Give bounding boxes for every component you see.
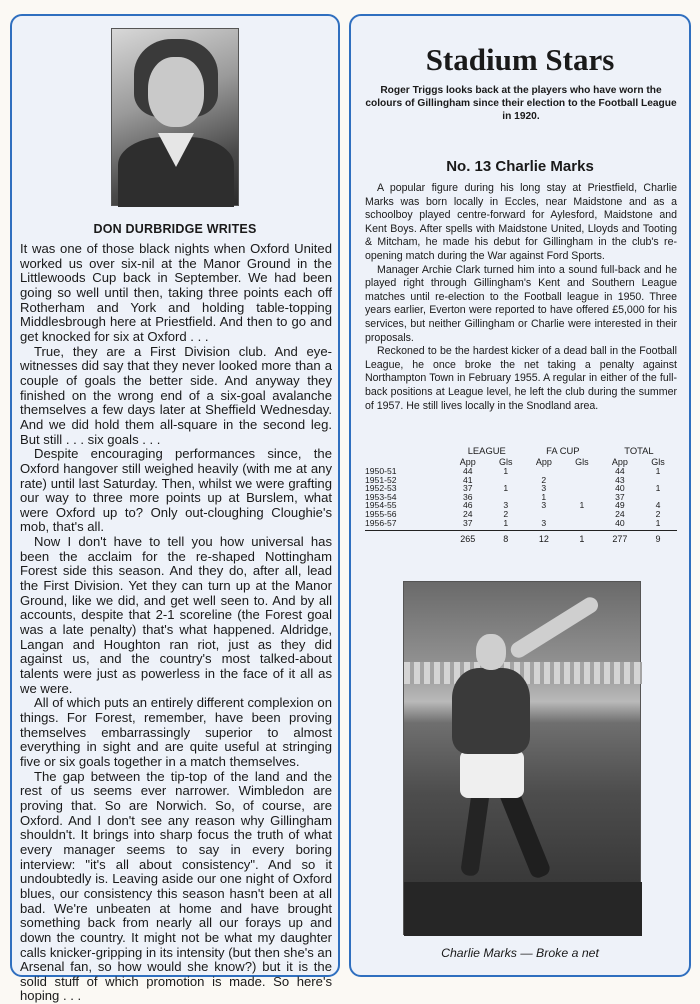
season-cell: 1952-53 (365, 483, 397, 494)
stats-subheader: App (535, 456, 552, 467)
stats-subheader: Gls (651, 456, 665, 467)
table-row (365, 519, 677, 528)
stats-subheader: App (611, 456, 628, 467)
stat-cell: 36 (462, 491, 473, 502)
profile-body (365, 182, 677, 413)
stats-subheader: App (459, 456, 476, 467)
player-photo (403, 581, 641, 935)
stat-cell: 2 (503, 508, 509, 519)
column-body (20, 242, 332, 1004)
stats-group-facup: FA CUP (546, 445, 580, 457)
column-paragraph: True, they are a First Division club. And eye-witnesses did say that they never looked more than a couple of goals the better side. And anyway they finished on the wrong end of a six-goal avalanche themselves a few days later at Sheffield Wednesday. And we did hold them all-square in the second leg. But still . . . six goals . . . (20, 343, 332, 447)
totals-row (365, 530, 677, 544)
season-cell: 1953-54 (365, 491, 397, 502)
season-cell (365, 530, 449, 544)
season-cell: 1954-55 (365, 500, 397, 511)
stat-cell (563, 476, 601, 485)
column-paragraph: All of which puts an entirely different complexion on things. For Forest, remember, have been proving themselves embarrassingly superior to almost everything in sight and are quite useful at stringing five or six goals together in a match themselves. (20, 695, 332, 769)
stat-cell: 24 (462, 508, 473, 519)
season-cell: 1955-56 (365, 508, 397, 519)
stat-cell: 43 (615, 474, 625, 485)
stat-cell: 44 (615, 466, 625, 476)
stat-cell: 3 (541, 500, 547, 511)
feature-masthead: Stadium Stars (425, 42, 615, 77)
stats-group-total: TOTAL (624, 445, 654, 457)
feature-standfirst: Roger Triggs looks back at the players who have worn the colours of Gillingham since their election to the Football League in 1920. (365, 85, 677, 122)
stat-cell: 40 (615, 517, 625, 528)
stat-cell: 4 (655, 500, 661, 511)
table-row (365, 510, 677, 519)
season-cell: 1950-51 (365, 466, 397, 476)
stat-cell (563, 484, 601, 493)
total-cell: 8 (487, 530, 525, 544)
stat-cell: 1 (541, 491, 547, 502)
stats-subheader: Gls (575, 456, 589, 467)
table-row (365, 484, 677, 493)
stats-group-league: LEAGUE (467, 445, 506, 457)
stat-cell: 46 (462, 500, 473, 511)
stat-cell (563, 467, 601, 476)
stats-subheader: Gls (499, 456, 513, 467)
stat-cell: 1 (503, 483, 509, 494)
total-cell: 12 (525, 530, 563, 544)
stat-cell: 37 (462, 517, 473, 528)
stat-cell: 1 (655, 466, 661, 476)
profile-paragraph: A popular figure during his long stay at Priestfield, Charlie Marks was born locally in Eccles, near Maidstone and as a schoolboy played centre-forward for Aylesford, Maidstone and Kent Boys. After spells with Maidstone United, Lloyds and Tooting & Mitcham, he made his debut for Gillingham in the club's re-opening match during the War against Ford Sports. (365, 182, 677, 262)
total-cell: 1 (563, 530, 601, 544)
total-cell: 9 (639, 530, 677, 544)
stat-cell: 3 (503, 500, 509, 511)
column-panel (10, 14, 340, 1004)
stat-cell: 40 (615, 483, 625, 494)
stat-cell: 1 (503, 517, 509, 528)
stat-cell: 3 (541, 517, 547, 528)
stat-cell: 24 (615, 508, 625, 519)
season-cell: 1956-57 (365, 517, 397, 528)
profile-paragraph: Manager Archie Clark turned him into a sound full-back and he played right through Gillingham's Kent and Southern League matches until re-election to the Football league in 1950. Three years earlier, Everton were reported to have offered £5,000 for his services, but neither Gillingham or Charlie were interested in their proposals. (365, 263, 677, 344)
total-cell: 277 (601, 530, 639, 544)
column-paragraph: Now I don't have to tell you how universal has been the acclaim for the re-shaped Nottingham Forest side this season. And they do, after all, lead the First Division. Yet they can turn up at the Manor Ground, like we did, and get well seen to. And by all accounts, despite that 2-1 scoreline (the Forest goal was a late penalty) that's what happened. Aldridge, Langan and Houghton ran riot, just as they did against us, and the country's most talked-about talents were just as powerless in the face of it all as we were. (20, 534, 332, 696)
stat-cell (563, 510, 601, 519)
stat-cell: 1 (503, 466, 509, 476)
feature-panel (349, 14, 691, 977)
stat-cell: 1 (579, 500, 585, 511)
stat-cell: 2 (541, 474, 547, 485)
stat-cell: 37 (615, 491, 625, 502)
table-row (365, 467, 677, 476)
column-paragraph: It was one of those black nights when Oxford United worked us over six-nil at the Manor Ground in the Littlewoods Cup back in September. We had been going so well until then, taking three points each off Rotherham and York and holding table-topping Middlesbrough here at Priestfield. And then to go and get knocked for six at Oxford . . . (20, 241, 332, 344)
stat-cell (563, 519, 601, 528)
table-row (365, 476, 677, 485)
table-row (365, 493, 677, 502)
column-paragraph: Despite encouraging performances since, the Oxford hangover still weighed heavily (with me at any rate) until last Saturday. Then, whilst we were grafting our way to three more points up at Burslem, what were Oxford up to? Only out-cloughing Cloughie's mob, that's all. (20, 446, 332, 535)
photo-caption: Charlie Marks — Broke a net (441, 946, 599, 960)
stat-cell: 1 (655, 483, 661, 494)
table-row (365, 501, 677, 510)
total-cell: 265 (449, 530, 487, 544)
author-photo (111, 28, 239, 206)
stat-cell: 41 (462, 474, 473, 485)
column-paragraph: The gap between the tip-top of the land and the rest of us seems ever narrower. Wimbledon are proving that. So are Norwich. So, of course, are Oxford. And I don't see any reason why Gillingham shouldn't. It brings into sharp focus the truth of what every manager seems to say in every boring interview: "it's all about consistency". And so it undoubtedly is. Leaving aside our one night of Oxford blues, our consistency this season hasn't been at all bad. We're unbeaten at home and have brought something back from nearly all our forays up and down the country. It might not be what my daughter calls knicker-gripping in its intensity (but then she's an Arsenal fan, so how would she know?) but it is the solid stuff of which promotion is made. So here's hoping . . . (20, 768, 332, 1004)
stat-cell: 3 (541, 483, 547, 494)
column-byline: DON DURBRIDGE WRITES (93, 222, 257, 236)
stat-cell: 49 (615, 500, 625, 511)
season-cell: 1951-52 (365, 474, 397, 485)
stat-cell: 37 (462, 483, 473, 494)
profile-paragraph: Reckoned to be the hardest kicker of a dead ball in the Football League, he once broke the net taking a penalty against Northampton Town in February 1955. A regular in either of the full-back positions at League level, he left the club during the summer of 1957. He still lives locally in the Snodland area. (365, 345, 677, 412)
profile-heading: No. 13 Charlie Marks (446, 158, 594, 175)
stat-cell: 1 (655, 517, 661, 528)
stat-cell: 44 (462, 466, 473, 476)
stat-cell: 2 (655, 508, 661, 519)
career-stats-table (365, 446, 677, 544)
